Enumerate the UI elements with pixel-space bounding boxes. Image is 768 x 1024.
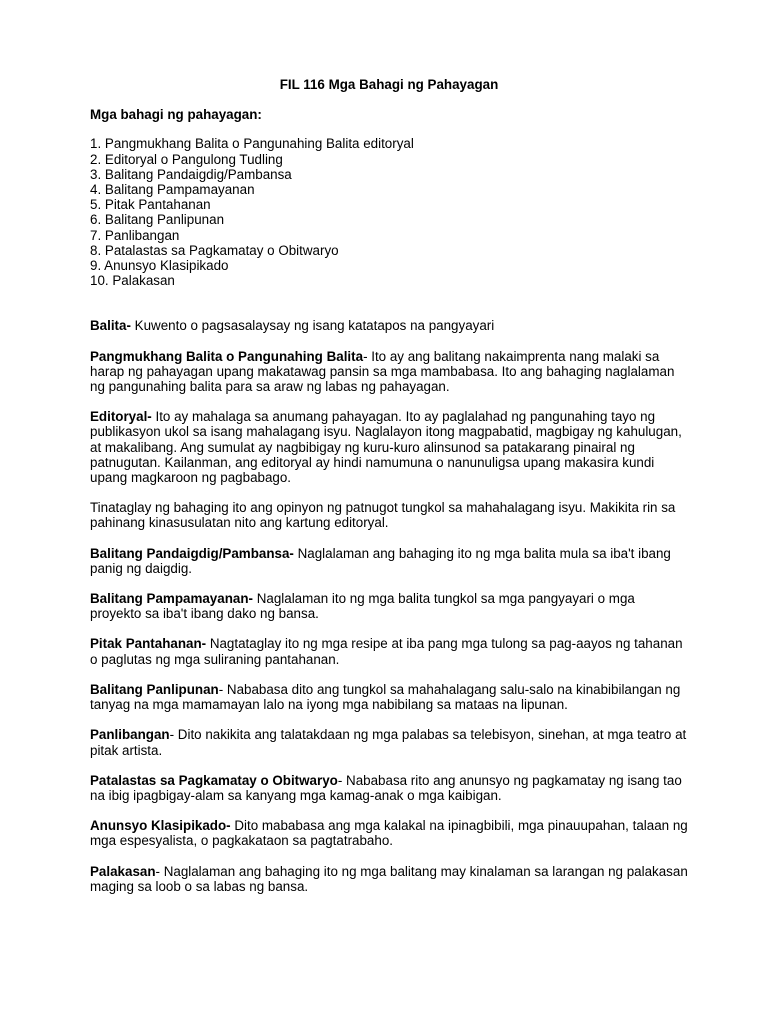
definition-paragraph — [90, 546, 688, 576]
definition-paragraph — [90, 409, 688, 485]
definition-paragraph — [90, 318, 688, 333]
definition-text: - Ito ay ang balitang nakaimprenta nang malaki sa harap ng pahayagan upang makatawag pansin sa mga mambabasa. Ito ang bahaging naglalaman ng pangunahing balita para sa araw ng labas ng pahayagan. — [90, 348, 675, 395]
definition-term: Editoryal- — [90, 409, 152, 425]
definition-text: - Dito nakikita ang talatakdaan ng mga palabas sa telebisyon, sinehan, at mga teatro at pitak artista. — [90, 727, 687, 758]
list-item: 1. Pangmukhang Balita o Pangunahing Balita editoryal — [90, 136, 414, 152]
list-item: 9. Anunsyo Klasipikado — [90, 258, 229, 274]
definition-text: Kuwento o pagsasalaysay ng isang katatapos na pangyayari — [130, 318, 495, 334]
definition-paragraph — [90, 500, 688, 530]
definition-term: Pangmukhang Balita o Pangunahing Balita — [90, 348, 364, 364]
definition-paragraph — [90, 864, 688, 894]
definition-text: Nagtataglay ito ng mga resipe at iba pang mga tulong sa pag-aayos ng tahanan o paglutas ng mga suliraning pantahanan. — [90, 636, 683, 667]
definition-text: Ito ay mahalaga sa anumang pahayagan. Ito ay paglalahad ng pangunahing tayo ng publikasyon ukol sa isang mahalagang isyu. Naglalayon itong magpabatid, magbigay ng kahulugan, at makalibang. Ang sumulat ay nagbibigay ng kuru-kuro alinsunod sa patakarang pinairal ng patnugutan. Kailanman, ang editoryal ay hindi namumuna o nanunuligsa upang makasira kundi upang magkaroon ng pagbabago. — [90, 409, 682, 486]
list-heading: Mga bahagi ng pahayagan: — [90, 107, 262, 123]
definition-text: Tinataglay ng bahaging ito ang opinyon ng patnugot tungkol sa mahahalagang isyu. Makikita rin sa pahinang kinasusulatan nito ang kartung editoryal. — [90, 500, 676, 531]
definition-term: Balitang Pampamayanan- — [90, 591, 253, 607]
list-item: 3. Balitang Pandaigdig/Pambansa — [90, 166, 292, 182]
definition-term: Patalastas sa Pagkamatay o Obitwaryo — [90, 772, 338, 788]
definition-paragraph — [90, 636, 688, 666]
definition-term: Balitang Panlipunan — [90, 681, 219, 697]
definition-paragraph — [90, 682, 688, 712]
definition-term: Palakasan — [90, 863, 156, 879]
definition-term: Balita- — [90, 318, 131, 334]
definition-text: Dito mababasa ang mga kalakal na ipinagbibili, mga pinauupahan, talaan ng mga espesyalista, o pagkakataon sa pagtatrabaho. — [90, 818, 688, 849]
definition-term: Balitang Pandaigdig/Pambansa- — [90, 545, 294, 561]
list-item: 2. Editoryal o Pangulong Tudling — [90, 151, 283, 167]
definition-paragraph — [90, 727, 688, 757]
definition-text: - Naglalaman ang bahaging ito ng mga balitang may kinalaman sa larangan ng palakasan maging sa loob o sa labas ng bansa. — [90, 863, 688, 894]
list-item: 8. Patalastas sa Pagkamatay o Obitwaryo — [90, 242, 339, 258]
definition-text: Naglalaman ang bahaging ito ng mga balita mula sa iba't ibang panig ng daigdig. — [90, 545, 671, 576]
definition-paragraph — [90, 591, 688, 621]
definition-term: Pitak Pantahanan- — [90, 636, 207, 652]
definition-paragraph — [90, 349, 688, 395]
list-item: 6. Balitang Panlipunan — [90, 212, 225, 228]
definition-text: - Nababasa rito ang anunsyo ng pagkamatay ng isang tao na ibig ipagbigay-alam sa kanyang mga kamag-anak o mga kaibigan. — [90, 772, 682, 803]
definition-paragraph — [90, 818, 688, 848]
definition-term: Panlibangan — [90, 727, 170, 743]
parts-list — [90, 136, 688, 288]
document-title: FIL 116 Mga Bahagi ng Pahayagan — [279, 77, 499, 92]
list-item: 5. Pitak Pantahanan — [90, 197, 211, 213]
list-item: 10. Palakasan — [90, 273, 175, 289]
definition-paragraph — [90, 773, 688, 803]
definition-term: Anunsyo Klasipikado- — [90, 818, 231, 834]
definition-text: Naglalaman ito ng mga balita tungkol sa mga pangyayari o mga proyekto sa iba't ibang dako ng bansa. — [90, 591, 635, 622]
list-item: 7. Panlibangan — [90, 227, 180, 243]
definition-text: - Nababasa dito ang tungkol sa mahahalagang salu-salo na kinabibilangan ng tanyag na mga mamamayan lalo na iyong mga nabibilang sa mataas na lipunan. — [90, 681, 681, 713]
list-item: 4. Balitang Pampamayanan — [90, 182, 255, 198]
